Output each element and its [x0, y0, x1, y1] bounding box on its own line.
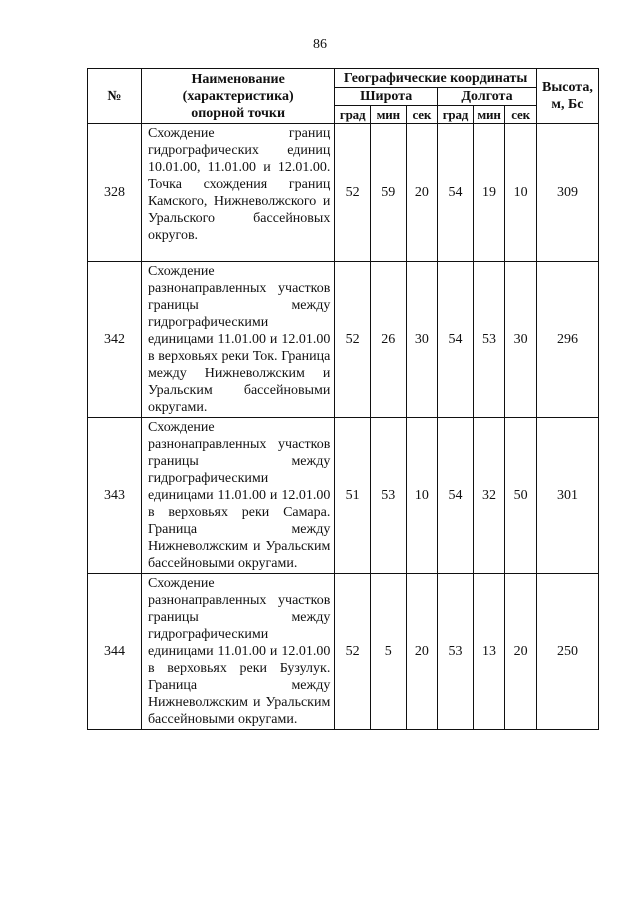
table-row: [88, 262, 599, 418]
lon-grad-cell: 53: [438, 574, 474, 730]
height-cell: 296: [536, 262, 598, 418]
row-number: 344: [88, 574, 142, 730]
header-name-line3: опорной точки: [191, 105, 286, 121]
lat-grad-cell: 52: [335, 124, 371, 262]
header-height-line1: Высота,: [542, 80, 593, 95]
header-name: [141, 69, 334, 124]
header-lat-min: мин: [370, 106, 406, 124]
lat-sec-cell: 10: [406, 418, 438, 574]
row-description: [141, 262, 334, 418]
lat-min-cell: 53: [370, 418, 406, 574]
header-latitude: Широта: [335, 88, 438, 106]
header-lat-grad: град: [335, 106, 371, 124]
header-lon-grad: град: [438, 106, 474, 124]
height-cell: 250: [536, 574, 598, 730]
table-row: [88, 574, 599, 730]
lat-min-cell: 59: [370, 124, 406, 262]
lat-grad-cell: 52: [335, 574, 371, 730]
header-longitude: Долгота: [438, 88, 537, 106]
lat-sec-cell: 20: [406, 124, 438, 262]
row-description-text: Схождение границ гидрографических единиц 10.01.00, 11.01.00 и 12.01.00. Точка схождения границ Камского, Нижневолжского и Уральского бассейновых округов.: [147, 126, 331, 243]
page-number: 86: [313, 37, 327, 52]
lon-sec-cell: 20: [505, 574, 537, 730]
row-description: [141, 574, 334, 730]
lon-min-cell: 13: [473, 574, 505, 730]
lat-sec-cell: 20: [406, 574, 438, 730]
header-num: №: [88, 69, 142, 124]
row-description: [141, 418, 334, 574]
row-description: [141, 124, 334, 262]
lat-grad-cell: 51: [335, 418, 371, 574]
row-description-text: Схождение разнонаправленных участков границы между гидрографическими единицами 11.01.00 и 12.01.00 в верховьях реки Ток. Граница между Нижневолжским и Уральским бассейновыми округами.: [147, 264, 331, 415]
lon-grad-cell: 54: [438, 124, 474, 262]
row-number: 342: [88, 262, 142, 418]
lon-min-cell: 53: [473, 262, 505, 418]
lon-sec-cell: 50: [505, 418, 537, 574]
lon-min-cell: 32: [473, 418, 505, 574]
header-height: [536, 69, 598, 124]
lon-grad-cell: 54: [438, 262, 474, 418]
header-height-line2: м, Бс: [551, 97, 584, 112]
reference-points-table: [87, 68, 599, 730]
header-geo-coordinates: Географические координаты: [335, 69, 537, 88]
lat-sec-cell: 30: [406, 262, 438, 418]
lon-sec-cell: 30: [505, 262, 537, 418]
header-name-line2: (характеристика): [182, 88, 294, 104]
table-row: [88, 418, 599, 574]
row-description-text: Схождение разнонаправленных участков границы между гидрографическими единицами 11.01.00 и 12.01.00 в верховьях реки Самара. Граница между Нижневолжским и Уральским бассейновыми округами.: [147, 420, 331, 571]
row-number: 328: [88, 124, 142, 262]
header-lon-min: мин: [473, 106, 505, 124]
header-lat-sec: сек: [406, 106, 438, 124]
height-cell: 301: [536, 418, 598, 574]
lon-min-cell: 19: [473, 124, 505, 262]
header-lon-sec: сек: [505, 106, 537, 124]
lon-sec-cell: 10: [505, 124, 537, 262]
lon-grad-cell: 54: [438, 418, 474, 574]
header-name-line1: Наименование: [191, 71, 285, 87]
lat-min-cell: 26: [370, 262, 406, 418]
lat-grad-cell: 52: [335, 262, 371, 418]
row-number: 343: [88, 418, 142, 574]
lat-min-cell: 5: [370, 574, 406, 730]
table-row: [88, 124, 599, 262]
height-cell: 309: [536, 124, 598, 262]
row-description-text: Схождение разнонаправленных участков границы между гидрографическими единицами 11.01.00 и 12.01.00 в верховьях реки Бузулук. Граница между Нижневолжским и Уральским бассейновыми округами.: [147, 576, 331, 727]
